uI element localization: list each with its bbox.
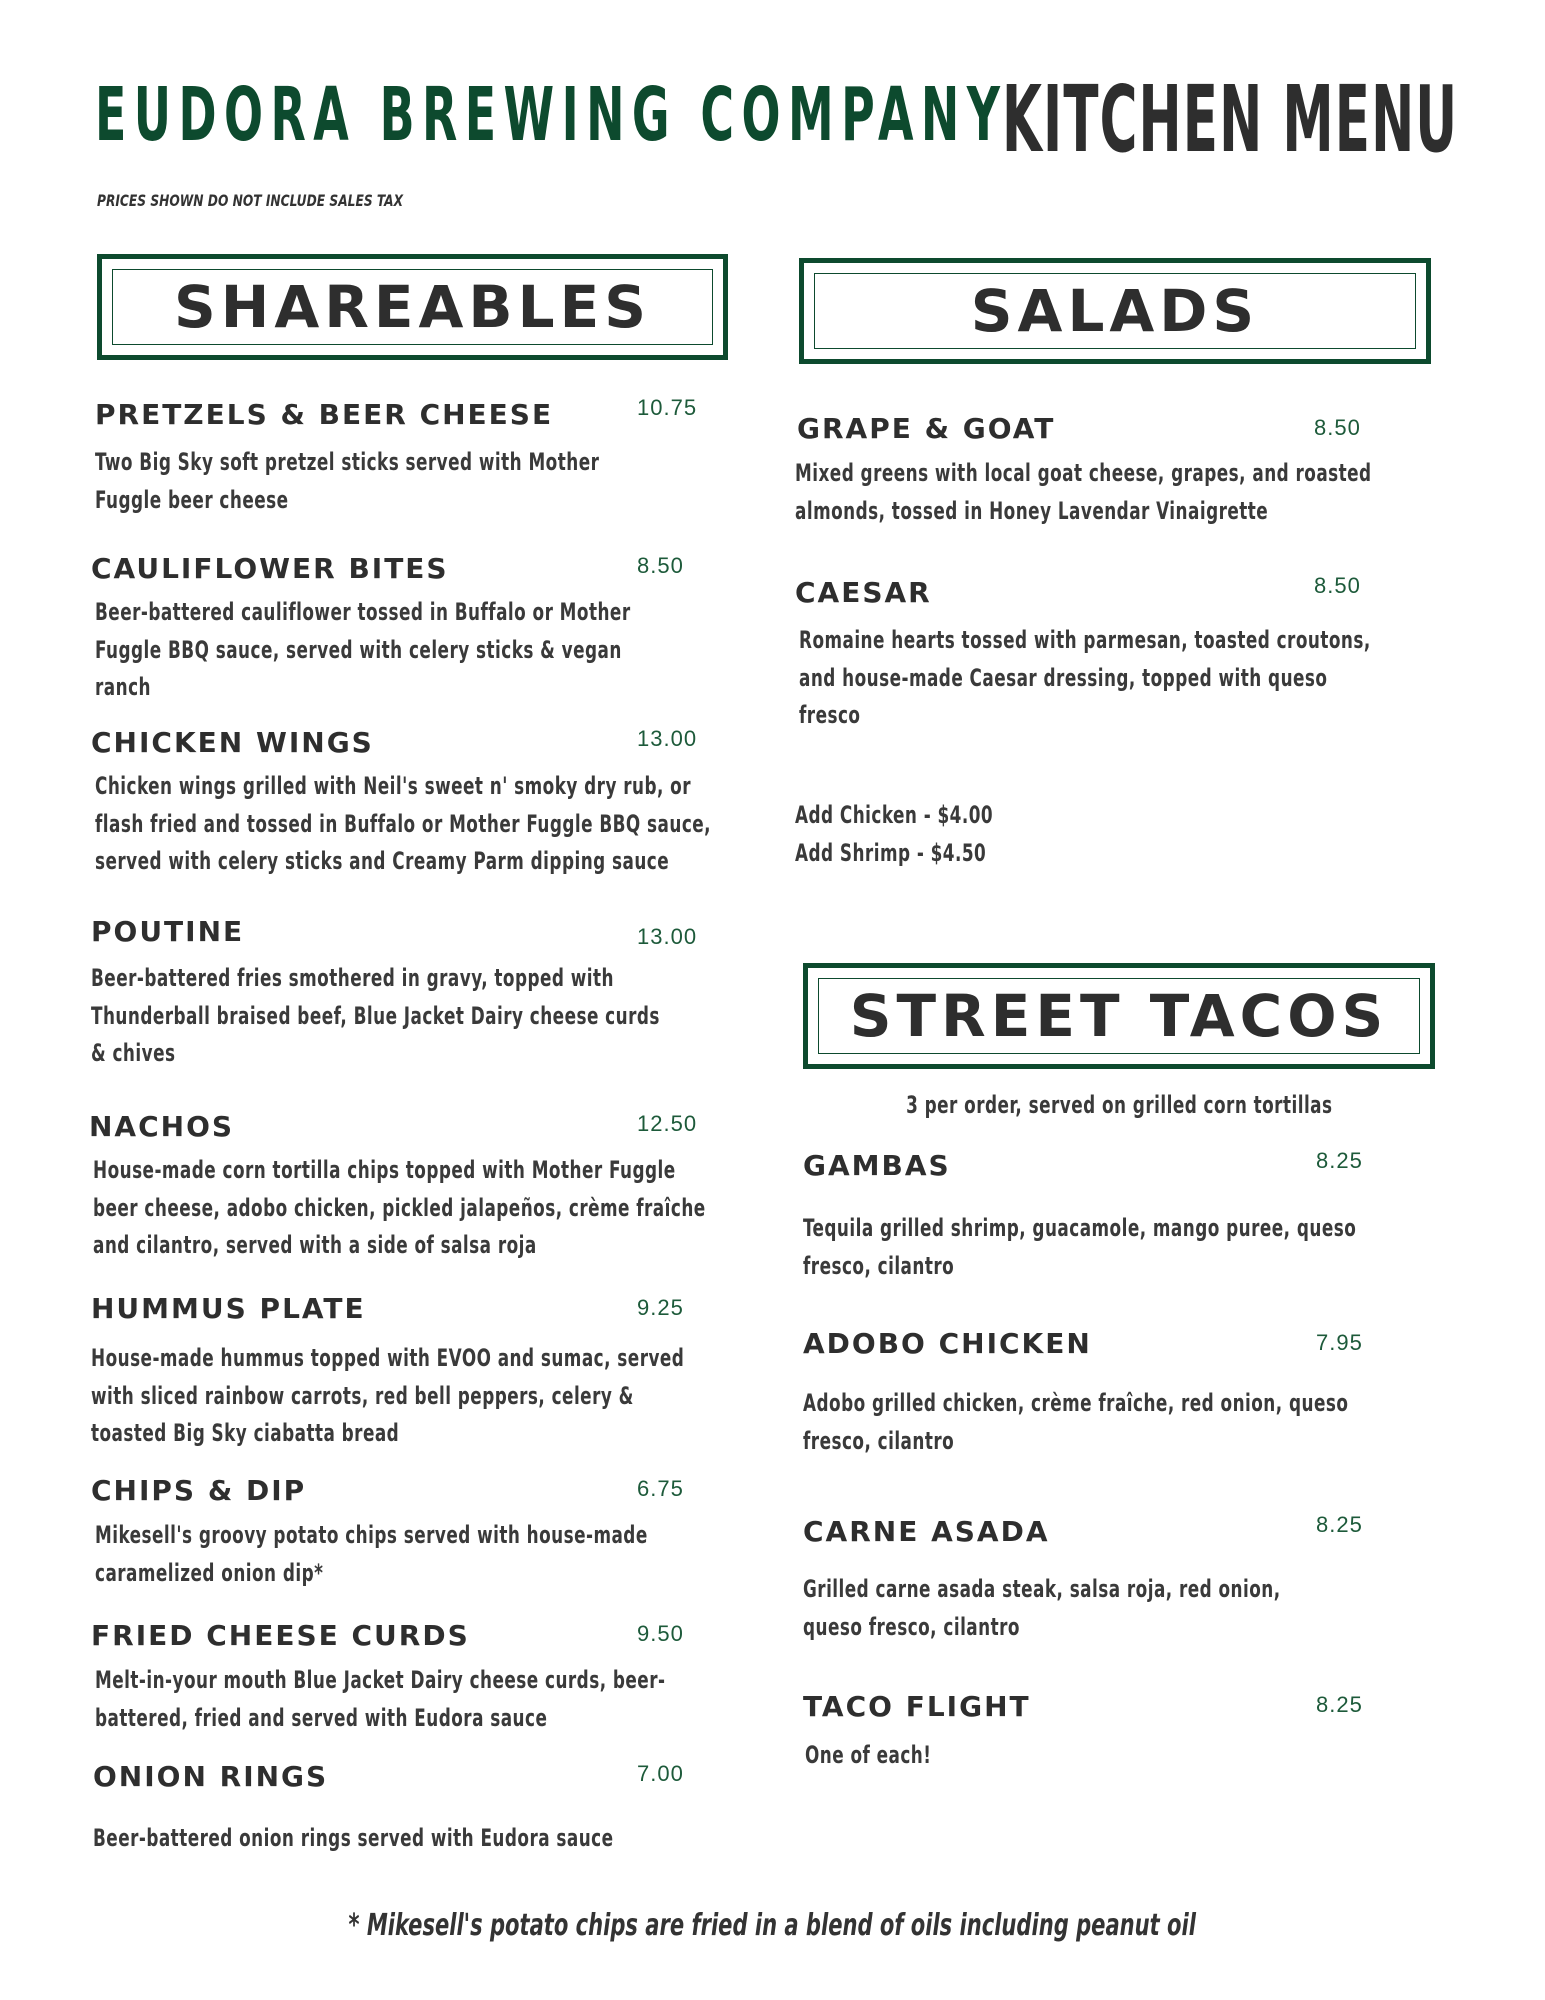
item-description: Adobo grilled chicken, crème fraîche, red onion, queso fresco, cilantro bbox=[803, 1389, 1349, 1455]
item-price: 8.25 bbox=[1316, 1512, 1363, 1537]
item-description: Melt-in-your mouth Blue Jacket Dairy cheese curds, beer- battered, fried and served with Eudora sauce bbox=[95, 1666, 666, 1732]
item-name: CHICKEN WINGS bbox=[91, 726, 374, 759]
salad-addons bbox=[795, 797, 993, 872]
item-name: CARNE ASADA bbox=[803, 1515, 1050, 1548]
item-price: 8.50 bbox=[637, 553, 684, 578]
item-name: ADOBO CHICKEN bbox=[803, 1327, 1092, 1360]
item-price: 8.50 bbox=[1314, 415, 1361, 440]
item-price: 6.75 bbox=[637, 1476, 684, 1501]
item-price: 13.00 bbox=[637, 726, 698, 751]
footnote: * Mikesell's potato chips are fried in a blend of oils including peanut oil bbox=[348, 1908, 1197, 1943]
item-description: House-made hummus topped with EVOO and sumac, served with sliced rainbow carrots, red bell peppers, celery & toasted Big Sky ciabatta bread bbox=[91, 1344, 685, 1447]
item-name: FRIED CHEESE CURDS bbox=[91, 1619, 470, 1652]
item-description: Two Big Sky soft pretzel sticks served with Mother Fuggle beer cheese bbox=[95, 448, 600, 514]
shareables-heading: SHAREABLES bbox=[174, 273, 651, 341]
item-price: 7.00 bbox=[637, 1761, 684, 1786]
item-price: 8.25 bbox=[1316, 1148, 1363, 1173]
salads-heading-box bbox=[799, 258, 1431, 364]
item-description: Beer-battered cauliflower tossed in Buffalo or Mother Fuggle BBQ sauce, served with celery sticks & vegan ranch bbox=[95, 598, 631, 701]
item-name: PRETZELS & BEER CHEESE bbox=[95, 398, 554, 431]
tacos-heading-box bbox=[803, 963, 1435, 1069]
tacos-heading: STREET TACOS bbox=[849, 982, 1389, 1050]
item-description: Grilled carne asada steak, salsa roja, red onion, queso fresco, cilantro bbox=[803, 1575, 1281, 1641]
item-description: House-made corn tortilla chips topped with Mother Fuggle beer cheese, adobo chicken, pickled jalapeños, crème fraîche and cilantro, served with a side of salsa roja bbox=[93, 1156, 706, 1259]
brand-name: EUDORA BREWING COMPANY bbox=[95, 72, 1008, 158]
tax-note: PRICES SHOWN DO NOT INCLUDE SALES TAX bbox=[97, 191, 404, 210]
item-price: 12.50 bbox=[637, 1111, 698, 1136]
item-price: 13.00 bbox=[637, 924, 698, 949]
item-price: 9.50 bbox=[637, 1621, 684, 1646]
addon-shrimp: Add Shrimp - $4.50 bbox=[795, 838, 987, 867]
item-price: 7.95 bbox=[1316, 1330, 1363, 1355]
salads-heading: SALADS bbox=[970, 277, 1260, 345]
item-name: CAULIFLOWER BITES bbox=[91, 552, 449, 585]
item-price: 8.25 bbox=[1316, 1692, 1363, 1717]
addon-chicken: Add Chicken - $4.00 bbox=[795, 801, 994, 829]
shareables-heading-box bbox=[97, 254, 728, 360]
item-description: One of each! bbox=[805, 1741, 932, 1769]
item-name: NACHOS bbox=[89, 1110, 235, 1143]
item-name: POUTINE bbox=[91, 915, 245, 948]
item-price: 9.25 bbox=[637, 1295, 684, 1320]
tacos-subtitle-wrap bbox=[803, 1087, 1435, 1125]
item-description: Beer-battered fries smothered in gravy, topped with Thunderball braised beef, Blue Jacket Dairy cheese curds & chives bbox=[91, 964, 660, 1067]
item-description: Tequila grilled shrimp, guacamole, mango puree, queso fresco, cilantro bbox=[803, 1214, 1357, 1280]
item-name: CHIPS & DIP bbox=[91, 1474, 307, 1507]
tacos-subtitle: 3 per order, served on grilled corn tortillas bbox=[905, 1091, 1333, 1119]
item-description: Mixed greens with local goat cheese, grapes, and roasted almonds, tossed in Honey Lavendar Vinaigrette bbox=[795, 459, 1372, 525]
item-description: Romaine hearts tossed with parmesan, toasted croutons, and house-made Caesar dressing, topped with queso fresco bbox=[799, 626, 1371, 729]
item-price: 8.50 bbox=[1314, 573, 1361, 598]
item-name: ONION RINGS bbox=[93, 1760, 329, 1793]
item-name: GRAPE & GOAT bbox=[797, 412, 1056, 445]
item-name: GAMBAS bbox=[803, 1149, 951, 1182]
item-name: HUMMUS PLATE bbox=[91, 1292, 366, 1325]
item-name: TACO FLIGHT bbox=[803, 1690, 1031, 1723]
item-description: Beer-battered onion rings served with Eudora sauce bbox=[93, 1824, 614, 1852]
menu-title: KITCHEN MENU bbox=[1002, 66, 1459, 173]
item-description: Mikesell's groovy potato chips served with house-made caramelized onion dip* bbox=[95, 1521, 648, 1587]
item-description: Chicken wings grilled with Neil's sweet n' smoky dry rub, or flash fried and tossed in Buffalo or Mother Fuggle BBQ sauce, served with celery sticks and Creamy Parm dipping sauce bbox=[95, 772, 712, 875]
item-price: 10.75 bbox=[637, 395, 698, 420]
item-name: CAESAR bbox=[795, 576, 932, 609]
